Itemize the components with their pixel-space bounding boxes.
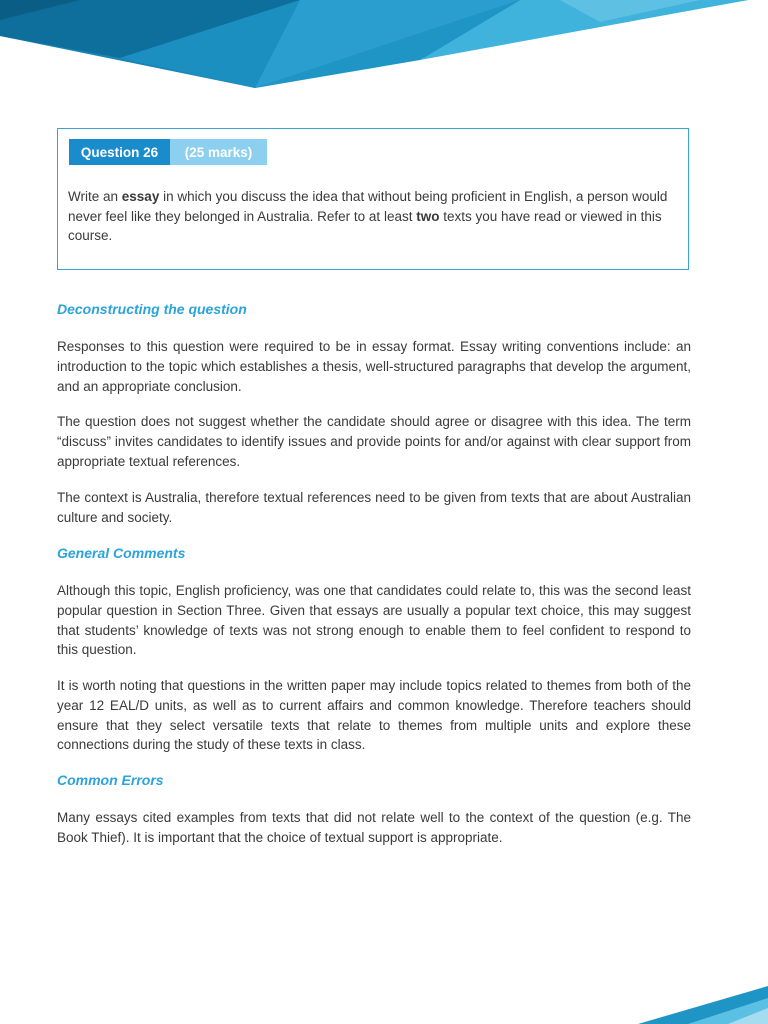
header-banner-graphic: [0, 0, 768, 92]
question-header: [69, 139, 267, 165]
paragraph-deconstructing-2: The question does not suggest whether the candidate should agree or disagree with this idea. The term “discuss” invites candidates to identify issues and provide points for and/or against with clear support from appropriate textual references.: [57, 414, 691, 469]
paragraph-errors-1: Many essays cited examples from texts that did not relate well to the context of the question (e.g. The Book Thief). It is important that the choice of textual support is appropriate.: [57, 810, 691, 845]
heading-common-errors: Common Errors: [57, 772, 164, 788]
heading-general-comments: General Comments: [57, 545, 186, 561]
paragraph-deconstructing-1: Responses to this question were required to be in essay format. Essay writing conventions include: an introduction to the topic which establishes a thesis, well-structured paragraphs that develop the argument, and an appropriate conclusion.: [57, 339, 691, 394]
paragraph-general-2: It is worth noting that questions in the written paper may include topics related to themes from both of the year 12 EAL/D units, as well as to current affairs and common knowledge. Therefore teachers should ensure that they select versatile texts that relate to themes from multiple units and explore these connections during the study of these texts in class.: [57, 678, 691, 753]
question-marks-label: (25 marks): [170, 139, 267, 165]
question-prompt-part3: texts you have read or viewed in this course.: [68, 208, 662, 243]
question-prompt-part2: in which you discuss the idea that without being proficient in English, a person would never feel like they belonged in Australia. Refer to at least: [68, 189, 668, 224]
paragraph-general-1: Although this topic, English proficiency, was one that candidates could relate to, this was the second least popular question in Section Three. Given that essays are usually a popular text choice, this may suggest that students’ knowledge of texts was not strong enough to enable them to feel confident to respond to this question.: [57, 583, 691, 658]
question-number-label: Question 26: [69, 139, 170, 165]
question-prompt-bold-two: two: [416, 208, 440, 224]
heading-deconstructing: Deconstructing the question: [57, 301, 247, 317]
question-box: [57, 128, 689, 270]
question-prompt-bold-essay: essay: [121, 189, 160, 204]
paragraph-deconstructing-3: The context is Australia, therefore textual references need to be given from texts that are about Australian culture and society.: [57, 490, 691, 525]
question-prompt: [68, 187, 690, 246]
question-prompt-part1: Write an: [68, 189, 122, 204]
footer-corner-graphic: [638, 984, 768, 1024]
